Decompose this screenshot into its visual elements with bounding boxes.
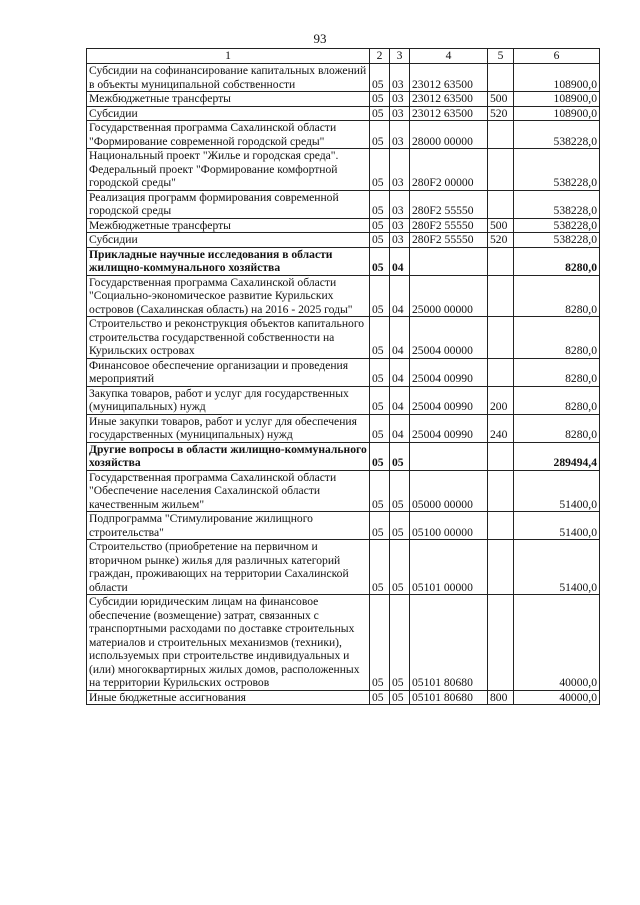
target-article-code-cell: 23012 63500 [410,64,488,92]
item-name-cell: Национальный проект "Жилье и городская среда". Федеральный проект "Формирование комфортной городской среды" [87,149,370,191]
table-header-row [87,49,600,64]
amount-cell: 538228,0 [514,218,600,233]
subsection-code-cell: 04 [390,358,410,386]
item-name-cell: Межбюджетные трансферты [87,92,370,107]
table-row [87,106,600,121]
target-article-code-cell: 05101 80680 [410,690,488,705]
table-row [87,275,600,317]
item-name-cell: Субсидии [87,233,370,248]
amount-cell: 51400,0 [514,540,600,595]
header-col-4: 4 [410,49,488,64]
subsection-code-cell: 05 [390,690,410,705]
item-name-cell: Субсидии [87,106,370,121]
amount-cell: 538228,0 [514,190,600,218]
table-row [87,190,600,218]
target-article-code-cell: 05101 00000 [410,540,488,595]
amount-cell: 8280,0 [514,275,600,317]
expense-type-code-cell [488,512,514,540]
target-article-code-cell: 28000 00000 [410,121,488,149]
section-code-cell: 05 [370,247,390,275]
table-row [87,470,600,512]
table-row [87,512,600,540]
amount-cell: 538228,0 [514,121,600,149]
section-code-cell: 05 [370,470,390,512]
amount-cell: 538228,0 [514,149,600,191]
header-col-1: 1 [87,49,370,64]
item-name-cell: Иные закупки товаров, работ и услуг для обеспечения государственных (муниципальных) нужд [87,414,370,442]
item-name-cell: Субсидии на софинансирование капитальных вложений в объекты муниципальной собственности [87,64,370,92]
section-code-cell: 05 [370,275,390,317]
target-article-code-cell: 25004 00000 [410,317,488,359]
item-name-cell: Государственная программа Сахалинской области "Обеспечение населения Сахалинской области качественным жильем" [87,470,370,512]
subsection-code-cell: 03 [390,233,410,248]
section-code-cell: 05 [370,121,390,149]
subsection-code-cell: 05 [390,442,410,470]
table-body [87,64,600,705]
subsection-code-cell: 03 [390,64,410,92]
table-row [87,233,600,248]
expense-type-code-cell: 200 [488,386,514,414]
section-code-cell: 05 [370,358,390,386]
target-article-code-cell: 23012 63500 [410,106,488,121]
amount-cell: 108900,0 [514,92,600,107]
target-article-code-cell: 280F2 55550 [410,233,488,248]
header-col-6: 6 [514,49,600,64]
section-code-cell: 05 [370,64,390,92]
item-name-cell: Закупка товаров, работ и услуг для государственных (муниципальных) нужд [87,386,370,414]
expense-type-code-cell [488,190,514,218]
section-code-cell: 05 [370,92,390,107]
page-number: 93 [313,31,327,46]
section-code-cell: 05 [370,233,390,248]
header-col-3: 3 [390,49,410,64]
item-name-cell: Государственная программа Сахалинской области "Формирование современной городской среды" [87,121,370,149]
item-name-cell: Межбюджетные трансферты [87,218,370,233]
amount-cell: 40000,0 [514,595,600,691]
amount-cell: 8280,0 [514,414,600,442]
section-code-cell: 05 [370,190,390,218]
table-row [87,386,600,414]
subsection-code-cell: 05 [390,540,410,595]
amount-cell: 8280,0 [514,358,600,386]
item-name-cell: Подпрограмма "Стимулирование жилищного строительства" [87,512,370,540]
target-article-code-cell: 05000 00000 [410,470,488,512]
amount-cell: 8280,0 [514,386,600,414]
table-row [87,595,600,691]
section-code-cell: 05 [370,149,390,191]
expense-type-code-cell [488,275,514,317]
item-name-cell: Другие вопросы в области жилищно-коммунального хозяйства [87,442,370,470]
subsection-code-cell: 05 [390,512,410,540]
expense-type-code-cell: 800 [488,690,514,705]
amount-cell: 51400,0 [514,470,600,512]
expense-type-code-cell [488,64,514,92]
subsection-code-cell: 03 [390,190,410,218]
subsection-code-cell: 03 [390,121,410,149]
expense-type-code-cell: 500 [488,218,514,233]
header-col-2: 2 [370,49,390,64]
table-row [87,247,600,275]
section-code-cell: 05 [370,218,390,233]
amount-cell: 40000,0 [514,690,600,705]
item-name-cell: Реализация программ формирования современной городской среды [87,190,370,218]
table-row [87,690,600,705]
amount-cell: 538228,0 [514,233,600,248]
table-row [87,121,600,149]
expense-type-code-cell: 500 [488,92,514,107]
subsection-code-cell: 04 [390,414,410,442]
target-article-code-cell: 25004 00990 [410,386,488,414]
budget-table [86,48,600,705]
table-row [87,218,600,233]
amount-cell: 108900,0 [514,106,600,121]
item-name-cell: Иные бюджетные ассигнования [87,690,370,705]
amount-cell: 51400,0 [514,512,600,540]
target-article-code-cell: 05100 00000 [410,512,488,540]
expense-type-code-cell [488,317,514,359]
section-code-cell: 05 [370,106,390,121]
subsection-code-cell: 04 [390,317,410,359]
subsection-code-cell: 05 [390,470,410,512]
expense-type-code-cell: 520 [488,233,514,248]
section-code-cell: 05 [370,690,390,705]
subsection-code-cell: 03 [390,106,410,121]
expense-type-code-cell [488,595,514,691]
table-row [87,317,600,359]
target-article-code-cell: 280F2 00000 [410,149,488,191]
subsection-code-cell: 03 [390,92,410,107]
expense-type-code-cell [488,358,514,386]
target-article-code-cell: 280F2 55550 [410,190,488,218]
section-code-cell: 05 [370,414,390,442]
expense-type-code-cell [488,442,514,470]
section-code-cell: 05 [370,595,390,691]
item-name-cell: Субсидии юридическим лицам на финансовое обеспечение (возмещение) затрат, связанных с транспортными расходами по доставке строительных материалов и строительных механизмов (техники), используемых при строительстве индивидуальных и (или) многоквартирных жилых домов, расположенных на территории Курильских островов [87,595,370,691]
subsection-code-cell: 03 [390,149,410,191]
table-row [87,64,600,92]
item-name-cell: Строительство и реконструкция объектов капитального строительства государственной собственности на Курильских островах [87,317,370,359]
target-article-code-cell [410,247,488,275]
header-col-5: 5 [488,49,514,64]
expense-type-code-cell: 520 [488,106,514,121]
subsection-code-cell: 04 [390,275,410,317]
expense-type-code-cell [488,540,514,595]
target-article-code-cell: 23012 63500 [410,92,488,107]
subsection-code-cell: 04 [390,247,410,275]
table-row [87,414,600,442]
target-article-code-cell: 05101 80680 [410,595,488,691]
amount-cell: 8280,0 [514,247,600,275]
expense-type-code-cell [488,247,514,275]
table-row [87,358,600,386]
section-code-cell: 05 [370,540,390,595]
table-row [87,149,600,191]
target-article-code-cell: 25004 00990 [410,358,488,386]
item-name-cell: Строительство (приобретение на первичном и вторичном рынке) жилья для различных категорий граждан, проживающих на территории Сахалинской области [87,540,370,595]
section-code-cell: 05 [370,512,390,540]
target-article-code-cell [410,442,488,470]
amount-cell: 289494,4 [514,442,600,470]
amount-cell: 108900,0 [514,64,600,92]
table-row [87,442,600,470]
expense-type-code-cell [488,121,514,149]
section-code-cell: 05 [370,317,390,359]
expense-type-code-cell: 240 [488,414,514,442]
item-name-cell: Государственная программа Сахалинской области "Социально-экономическое развитие Курильских островов (Сахалинская область) на 2016 - 2025 годы" [87,275,370,317]
subsection-code-cell: 04 [390,386,410,414]
table-row [87,92,600,107]
subsection-code-cell: 03 [390,218,410,233]
section-code-cell: 05 [370,442,390,470]
expense-type-code-cell [488,470,514,512]
target-article-code-cell: 25000 00000 [410,275,488,317]
subsection-code-cell: 05 [390,595,410,691]
item-name-cell: Финансовое обеспечение организации и проведения мероприятий [87,358,370,386]
expense-type-code-cell [488,149,514,191]
section-code-cell: 05 [370,386,390,414]
target-article-code-cell: 25004 00990 [410,414,488,442]
amount-cell: 8280,0 [514,317,600,359]
table-row [87,540,600,595]
target-article-code-cell: 280F2 55550 [410,218,488,233]
item-name-cell: Прикладные научные исследования в области жилищно-коммунального хозяйства [87,247,370,275]
